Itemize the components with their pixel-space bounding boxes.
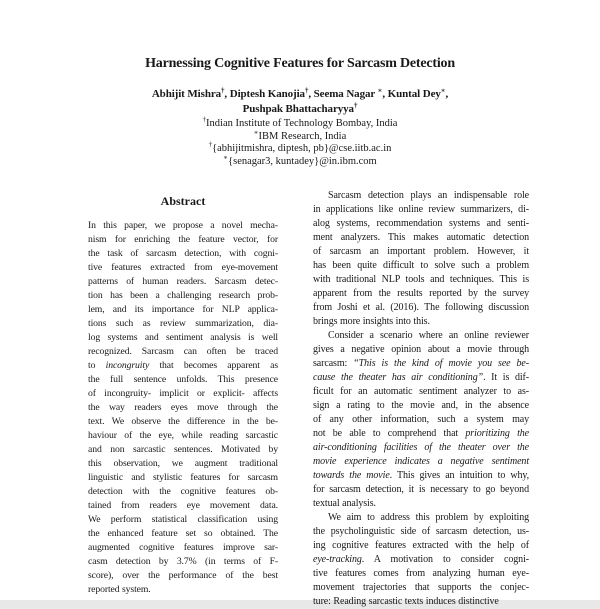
text-line: not be able to comprehend that prioritizing the xyxy=(313,428,529,439)
text-line: the full sentence unfolds. This presence xyxy=(88,374,278,385)
text-line: in applications like online review summarizers, di- xyxy=(313,204,529,215)
text-line: linguistic and stylistic features for sarcasm xyxy=(88,472,278,483)
author-block xyxy=(0,87,600,117)
text-line: ture: Reading sarcastic texts induces distinctive xyxy=(313,596,499,607)
text-line: of incongruity- implicit or explicit- affects xyxy=(88,388,278,399)
paper-title: Harnessing Cognitive Features for Sarcasm Detection xyxy=(145,56,455,71)
affiliation-block xyxy=(0,115,600,168)
text-line: tive features comes from analyzing human eye- xyxy=(313,568,529,579)
text-line: and non sarcastic sentences. Motivated by xyxy=(88,444,278,455)
text-line: from Joshi et al. (2016). The following discussion xyxy=(313,302,529,313)
text-line: Sarcasm detection plays an indispensable role xyxy=(328,190,529,201)
text-line: cause the theater has air conditioning”. It is dif- xyxy=(313,372,529,383)
text-line: text. We observe the difference in the be- xyxy=(88,416,278,427)
text-line: reported system. xyxy=(88,584,151,595)
abstract-body xyxy=(88,219,278,597)
text-line: this observation, we augment traditional xyxy=(88,458,278,469)
text-line: sarcasm: “This is the kind of movie you see be- xyxy=(313,358,529,369)
text-line: of any other information, such a system may xyxy=(313,414,529,425)
text-line: apparent from the results reported by the survey xyxy=(313,288,529,299)
text-line: movie experience indicates a negative sentiment xyxy=(313,456,529,467)
text-line: has been quite difficult to solve such a problem xyxy=(313,260,529,271)
text-line: the way readers eyes move through the xyxy=(88,402,278,413)
text-line: movement trajectories that supports the conjec- xyxy=(313,582,529,593)
text-line: casm detection by 3.7% (in terms of F- xyxy=(88,556,278,567)
text-line: In this paper, we propose a novel mecha- xyxy=(88,220,278,231)
text-line: haviour of the eye, while reading sarcastic xyxy=(88,430,278,441)
abstract-heading: Abstract xyxy=(160,194,206,208)
text-line: †Indian Institute of Technology Bombay, India xyxy=(202,115,398,129)
text-line: gives a negative opinion about a movie through xyxy=(313,344,529,355)
text-line: Pushpak Bhattacharyya† xyxy=(242,101,358,115)
text-line: log systems and sentiment analysis is well xyxy=(88,332,278,343)
text-line: score), over the performance of the best xyxy=(88,570,278,581)
text-line: brings more insights into this. xyxy=(313,316,430,327)
text-line: augmented cognitive features improve sar- xyxy=(88,542,278,553)
text-line: ∗{senagar3, kuntadey}@in.ibm.com xyxy=(223,153,377,167)
text-line: the psycholinguistic side of sarcasm detection, us- xyxy=(313,526,529,537)
text-line: towards the movie. This gives an intuition to why, xyxy=(313,470,529,481)
text-line: We aim to address this problem by exploiting xyxy=(328,512,529,523)
text-line: recognized. Sarcasm can often be traced xyxy=(88,346,278,357)
text-line: patterns of human readers. Sarcasm detec- xyxy=(88,276,278,287)
text-line: tive features extracted from eye-movement xyxy=(88,262,278,273)
text-line: to incongruity that becomes apparent as xyxy=(88,360,278,371)
text-line: nism for enriching the feature vector, for xyxy=(88,234,278,245)
text-line: tions such as review summarization, dia- xyxy=(88,318,278,329)
text-line: ment analyzers. This makes automatic detection xyxy=(313,232,529,243)
text-line: sign a rating to the movie and, in the absence xyxy=(313,400,529,411)
text-line: †{abhijitmishra, diptesh, pb}@cse.iitb.ac.in xyxy=(208,140,392,155)
text-line: We perform statistical classification using xyxy=(88,514,278,525)
text-line: air-conditioning facilities of the theater over the xyxy=(313,442,529,453)
text-line: lem, and its importance for NLP applica- xyxy=(88,304,278,315)
text-line: textual analysis. xyxy=(313,498,376,509)
text-line: the enhanced feature set so obtained. The xyxy=(88,528,278,539)
right-column xyxy=(313,189,529,609)
text-line: detection with the cognitive features ob- xyxy=(88,486,278,497)
introduction-body xyxy=(313,189,529,609)
text-line: ∗IBM Research, India xyxy=(253,128,347,142)
left-column xyxy=(88,194,278,597)
text-line: Consider a scenario where an online reviewer xyxy=(328,330,529,341)
text-line: ing cognitive features extracted with the help of xyxy=(313,540,529,551)
text-line: of sarcasm an important problem. However, it xyxy=(313,246,529,257)
text-line: alog systems, recommendation systems and senti- xyxy=(313,218,529,229)
text-line: eye-tracking. A motivation to consider cogni- xyxy=(313,554,529,565)
text-line: tion has been a challenging research prob- xyxy=(88,290,278,301)
text-line: tained from readers eye movement data. xyxy=(88,500,278,511)
text-line: the task of sarcasm detection, with cogni- xyxy=(88,248,278,259)
text-line: for sarcasm detection, it is necessary to go beyond xyxy=(313,484,529,495)
text-line: with traditional NLP tools and techniques. This is xyxy=(313,274,529,285)
text-line: ficult for an automatic sentiment analyzer to as- xyxy=(313,386,529,397)
text-line: Abhijit Mishra†, Diptesh Kanojia†, Seema Nagar ∗, Kuntal Dey∗, xyxy=(151,86,449,100)
